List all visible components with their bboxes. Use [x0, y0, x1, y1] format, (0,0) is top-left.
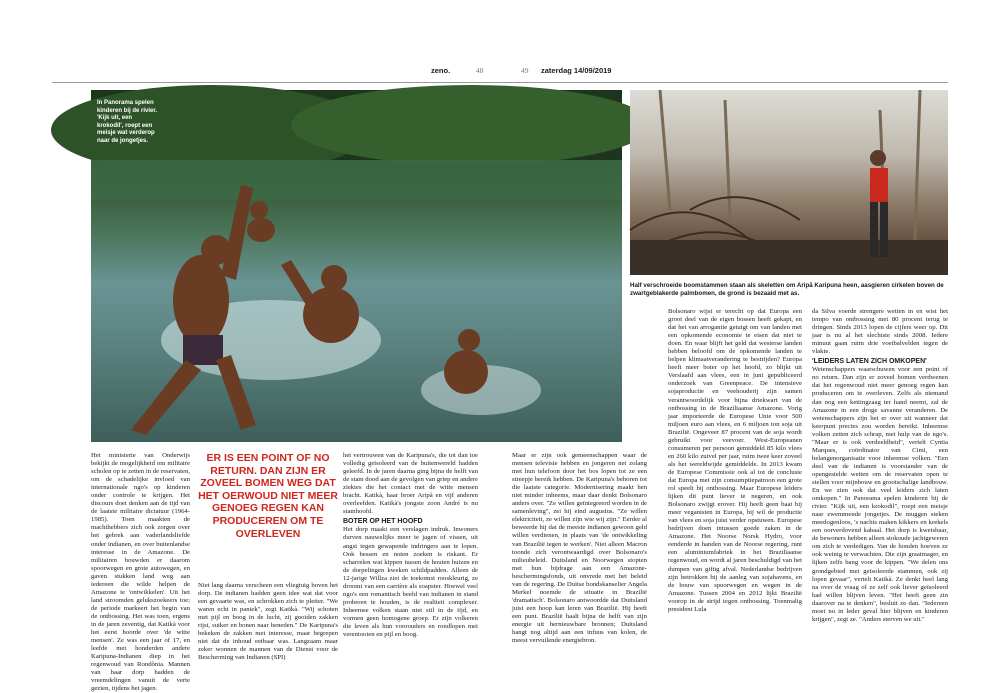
column-4-text: Maar er zijn ook gemeenschappen waar de mensen televisie hebben en jongeren net zolang met hun telefoon door het bos lopen tot ze een streepje bereik hebben. De Karipuna's behoren tot die laatste categorie. Modernisering maakt hen niet minder inheems, maar daar denkt Bolsonaro anders over. "Ze willen geïntegreerd worden in de samenleving", zei hij eind augustus. "Ze willen elektriciteit, ze willen zijn wie wij zijn." Eerder al beweerde hij dat de meeste indianen gewoon geld willen verdienen, in plaats van 'de ontwikkeling van Brazilië tegen te werken'. Niet alleen Macron toonde zich verontwaardigd over Bolsonaro's milieubeleid. Duitsland en Noorwegen stopten met hun bijdrage aan een Amazone-beschermingsfonds, uit onvrede met het beleid van de regering. De Duitse bondskanselier Angela Merkel noemde de situatie in Brazilië 'dramatisch'. Bolsonaro antwoordde dat Duitsland juist een hoop kan leren van Brazilië. Hij heeft een punt. Brazilië haalt bijna de helft van zijn energie uit hernieuwbare bronnen; Duitsland hangt nog altijd aan een infuus van kolen, de meest vervuilende energiebron.: [512, 452, 647, 645]
article-column-6: [812, 308, 948, 624]
article-column-1: [91, 452, 190, 693]
article-column-2: [198, 582, 338, 662]
issue-date: zaterdag 14/09/2019: [541, 66, 612, 75]
photo-children-river: [91, 90, 622, 442]
page-number-left: 48: [476, 66, 484, 75]
photo-right-caption: Half verschroeide boomstammen staan als skeletten om Aripã Karipuna heen, aasgieren cirkelen boven de zwartgeblakerde palmbomen, de grond is bezaaid met as.: [630, 282, 944, 297]
pull-quote: ER IS EEN POINT OF NO RETURN. DAN ZIJN ER ZOVEEL BOMEN WEG DAT HET OERWOUD NIET MEER GENOEG REGEN KAN PRODUCEREN OM TE OVERLEVEN: [198, 452, 338, 540]
article-column-3: [343, 452, 478, 639]
photo-left-caption: In Panorama spelen kinderen bij de rivier. 'Kijk uit, een krokodil', roept een meisje wat verderop naar de jongetjes.: [97, 100, 158, 144]
photo-burned-forest: [630, 90, 948, 275]
page-header: [0, 64, 1000, 80]
column-6b-text: Wetenschappers waarschuwen voor een point of no return. Dan zijn er zoveel bomen verdwenen dat het regenwoud niet meer genoeg regen kan produceren om te overleven. Zelfs als niemand dan nog een kettingzaag ter hand neemt, zal de Amazone in een droge savanne veranderen. De wetenschappers zijn het er over uit wanneer dat keerpunt precies zou worden bereikt. Inheemse volken zetten zich schrap, met hulp van de ngo's. "Maar er is ook verdeeldheid", vertelt Cyntia Marques, coördinator van Cimi, een belangenorganisatie voor inheemse volken. "Een deel van de indianen is voorstander van de opengestelde wetten om de reservaten open te stellen voor mijnbouw en grootschalige landbouw. En we zien ook dat veel leiders zich laten omkopen." In Panorama spelen kinderen bij de rivier. "Kijk uit, een krokodil", roept een meisje naar zwemmende jongetjes. De muggen steken meedogenloos, 's nachts maken kikkers en krekels een oorverdovend kabaal. Het dorp is kwetsbaar, de bewoners hebben alleen stokoude jachtgeweren om zich te verdedigen. Van de honden hoeven ze ook weinig te verwachten. Die zijn graatmager, en lijken zelfs bang voor de kippen. "We delen ons grondgebied met geïsoleerde stammen, ook zij lopen gevaar", vertelt Katikà. Ze denkt heel lang na over de vraag of ze zelf ook liever geïsoleerd had willen blijven leven. "Het heeft geen zin daarover na te denken", besluit ze dan. "Iedereen moet nu in leder geval hier blijven en kinderen krijgen", zegt ze. "Anders sterven we uit.": [812, 366, 948, 623]
page-number-right: 49: [521, 66, 529, 75]
brand-name: zeno.: [431, 66, 451, 75]
subhead-leiders: 'LEIDERS LATEN ZICH OMKOPEN': [812, 358, 927, 366]
column-3b-text: Het dorp maakt een verslagen indruk. Inwoners durven nauwelijks meer te jagen of vissen, uit angst tegen gewapende indringers aan te lopen. Ook bessen en noten zoeken is riskant. Er scharrelen wat kippen tussen de houten huizen en de dorpelingen kweken schildpadden. Alleen de 12-jarige Willza ziet de toekomst rooskleurig, ze droomt van een carrière als soapster. Hoewel veel ngo's een romantisch beeld van indianen in stand proberen te houden, is de realiteit complexer. Inheemse volken staan niet stil in de tijd, en vormen geen homogene groep. Er zijn volkeren die leven als hun voorouders en rondlopen met verentooien en pijl en boog.: [343, 526, 478, 639]
article-column-4: [512, 452, 647, 645]
column-3-text: het vertrouwen van de Karipuna's, die tot dan toe volledig geïsoleerd van de buitenwereld hadden geleefd. In de jaren daarna ging bijna de helft van de stam dood aan de gevolgen van griep en andere ziektes die het contact met de witte mensen bracht. Katikà, haar broer Aripã en vijf anderen overleefden. Katikà's jongste zoon André is nu stamhoofd.: [343, 452, 478, 516]
header-rule: [52, 82, 948, 83]
column-5-text: Bolsonaro wijst er terecht op dat Europa een groot deel van de eigen bossen heeft gekapt, en dat het van arrogantie getuigt om van landen met een opkomende economie te eisen dat niet te doen. En waar blijft het geld dat westerse landen hebben beloofd om de opkomende landen te helpen klimaatverandering te bestrijden? Europa heeft meer boter op het hoofd, zo blijkt uit Verslaafd aan vlees, een in juni gepubliceerd onderzoek van Greenpeace. De intensieve sojaproductie en veehouderij zijn samen verantwoordelijk voor bijna driekwart van de ontbossing in de Braziliaanse Amazone. Vorig jaar importeerde de Europese Unie voor 500 miljoen euro aan vlees, en 6 miljoen ton soja uit Brazilië. Ongeveer 87 procent van de soja wordt gebruikt voor veevoer. West-Europeanen consumeren per persoon gemiddeld 85 kilo vlees en 260 kilo zuivel per jaar, ruim twee keer zoveel als het wereldwijde gemiddelde. In 2013 kwam de Europese Commissie ook al tot de conclusie dat Europa met zijn consumptiepatroon een grote rol speelt bij ontbossing. Maar Europese leiders lijken dit punt liever te negeren, en ook Bolsonaro zwijgt erover. Hij heeft geen baat bij meer veganisten in Europa, bij wil de productie van vlees en soja juist verder opstuwen. Europese bedrijven doen intussen goede zaken in de Amazone. Het Noorse Norsk Hydro, voor eenderde in handen van de Noorse regering, runt een aluminiumfabriek in het Braziliaanse regenwoud, en wordt al jaren beschuldigd van het dumpen van giftig afval. Nederlandse bedrijven zijn betrokken bij de aanleg van sojahavens, en de bouw van spoorwegen en wegen in de Amazone. Tussen 2004 en 2012 lijkt Brazilië voorop in de strijd tegen ontbossing. Toenmalig president Lula: [668, 308, 802, 613]
column-2-text: Niet lang daarna verscheen een vliegtuig boven het dorp. De indianen hadden geen idee wat dat voor een gevaarte was, en schrokken zich te pletter. "We waren echt in paniek", zegt Katikà. "Wij schoten met pijl en boog in de lucht, zij gooiden zakken rijst, suiker en bonen naar beneden." De Karipuna's bekeken de zakken met interesse, maar begrepen niet dat de inhoud eetbaar was. Langzaam maar zeker wonnen de mannen van de Dienst voor de Bescherming van Indianen (SPI): [198, 582, 338, 662]
column-1-text: Het ministerie van Onderwijs bekijkt de mogelijkheid om militaire scholen op te zetten in de reservaten, om de schadelijke invloed van internationale ngo's op kinderen onder controle te krijgen. Het discours doet denken aan de tijd van de laatste militaire dictatuur (1964-1985). Toen maakten de machthebbers zich ook zorgen over het gebrek aan vaderlandsliefde onder indianen, en over buitenlandse interesse in de Amazone. De militairen bouwden er daarom spoorwegen en grote autowegen, en gaven stukken land weg aan iedereen die wilde helpen de Amazone te 'ontwikkelen'. Uit het land stroomden gelukszoekeers toe; de periode markeert het begin van de ontbossing. Het was toen, ergens in de jaren zeventig, dat Katikà voor het eerst hoorde over 'de witte mensen'. Ze was een jaar of 17, en leefde met honderden andere Karipuna-Indianen diep in het regenwoud van Rondônia. Mannen van haar dorp hadden de vreemdelingen vanuit de verte gezien, tijdens het jagen.: [91, 452, 190, 693]
subhead-boter: BOTER OP HET HOOFD: [343, 518, 423, 526]
column-6a-text: da Silva voerde strengere wetten in en wist het tempo van ontbossing met 80 procent terug te dringen. Sinds 2013 lopen de cijfers weer op. Dit jaar is nu al het slechtste sinds 2008. Iedere minuut gaan ruim drie voetbalvelden tegen de vlakte.: [812, 308, 948, 356]
article-column-5: [668, 308, 802, 614]
